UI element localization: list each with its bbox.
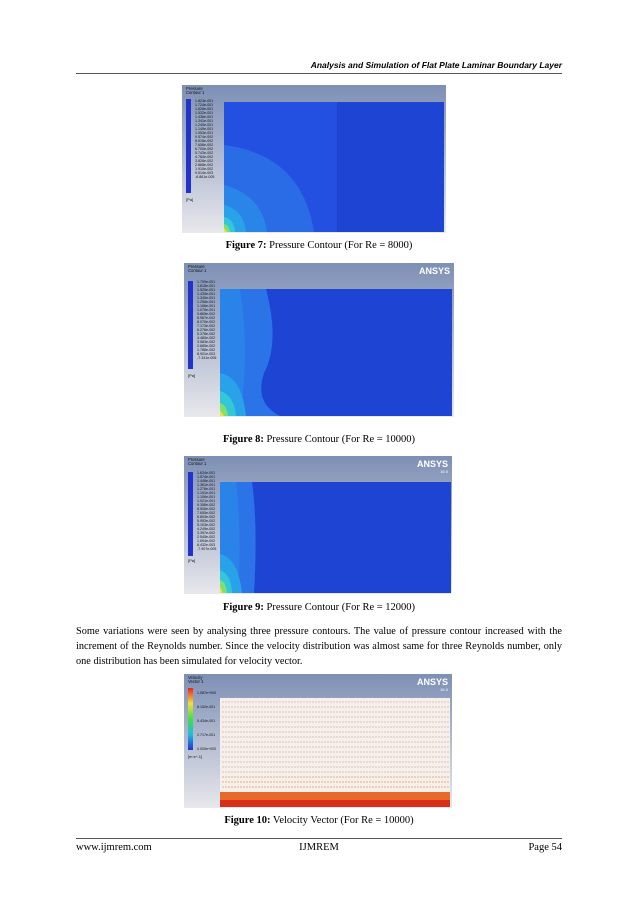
figure-8-pressure-contour [184,263,454,417]
figure-9-caption: Figure 9: Pressure Contour (For Re = 12000) [222,602,416,613]
legend-values: 1.087e+000 8.152e-001 5.434e-001 2.717e-001 0.000e+000 [197,691,217,751]
legend-colorbar [186,99,191,193]
legend-values: 1.634e-001 1.574e-001 1.446e-001 1.361e-001 1.276e-001 1.191e-001 1.106e-001 1.021e-001 9.358e-002 8.506e-002 7.655e-002 6.803e-002 5.953e-002 5.103e-002 4.249e-002 3.397e-002 2.545e-002 1.694e-002 8.432e-003 -7.907e-005 [197,471,217,551]
legend-title: Velocity Vector 1 [188,675,204,685]
legend-unit: [m s^-1] [188,754,203,759]
figure-10-caption: Figure 10: Velocity Vector (For Re = 10000) [224,815,414,826]
figure-9-plot [184,456,452,594]
figure-10-velocity-vector [184,674,452,808]
legend-values: 1.709e-001 1.615e-001 1.525e-001 1.435e-001 1.345e-001 1.256e-001 1.166e-001 1.076e-001 9.865e-002 8.967e-002 8.070e-002 7.173e-002 6.276e-002 5.378e-002 4.480e-002 3.583e-002 2.685e-002 1.788e-002 8.901e-003 -7.341e-005 [197,280,217,360]
figure-7-caption: Figure 7: Pressure Contour (For Re = 8000) [225,240,413,251]
figure-8-plot [184,263,454,417]
figure-7-pressure-contour [182,85,446,233]
ansys-logo: ANSYS 16.0 [416,677,448,692]
figure-8-caption: Figure 8: Pressure Contour (For Re = 10000) [222,434,416,445]
footer-divider [76,838,562,839]
footer-website-link[interactable]: www.ijmrem.com [76,842,152,853]
ansys-logo: ANSYS 16.0 [416,459,448,474]
legend-colorbar [188,281,193,369]
legend-title: Pressure Contour 1 [188,457,207,467]
figure-10-plot [184,674,452,808]
legend-title: Pressure Contour 1 [186,86,205,96]
running-header: Analysis and Simulation of Flat Plate Laminar Boundary Layer [310,60,562,70]
legend-unit: [Pa] [186,197,194,202]
header-divider [76,73,562,74]
figure-9-pressure-contour [184,456,452,594]
legend-unit: [Pa] [188,373,196,378]
legend-colorbar [188,688,193,750]
legend-colorbar [188,472,193,556]
body-paragraph: Some variations were seen by analysing three pressure contours. The value of pressure contour increased with the increment of the Reynolds number. Since the velocity distribution was almost same for three Reynolds number, only one distribution has been simulated for velocity vector. [76,626,562,667]
legend-title: Pressure Contour 1 [188,264,207,274]
footer-page-number: Page 54 [528,842,562,853]
legend-values: 1.823e-001 1.724e-001 1.626e-001 1.532e-001 1.436e-001 1.341e-001 1.245e-001 1.149e-001 1.053e-001 9.574e-002 8.616e-002 7.658e-002 6.700e-002 5.743e-002 4.784e-002 3.826e-002 2.868e-002 1.910e-002 9.514e-003 -6.861e-005 [195,99,215,179]
footer-journal: IJMREM [299,842,339,853]
figure-7-plot [182,85,446,233]
ansys-logo: ANSYS [418,266,450,276]
legend-unit: [Pa] [188,558,196,563]
